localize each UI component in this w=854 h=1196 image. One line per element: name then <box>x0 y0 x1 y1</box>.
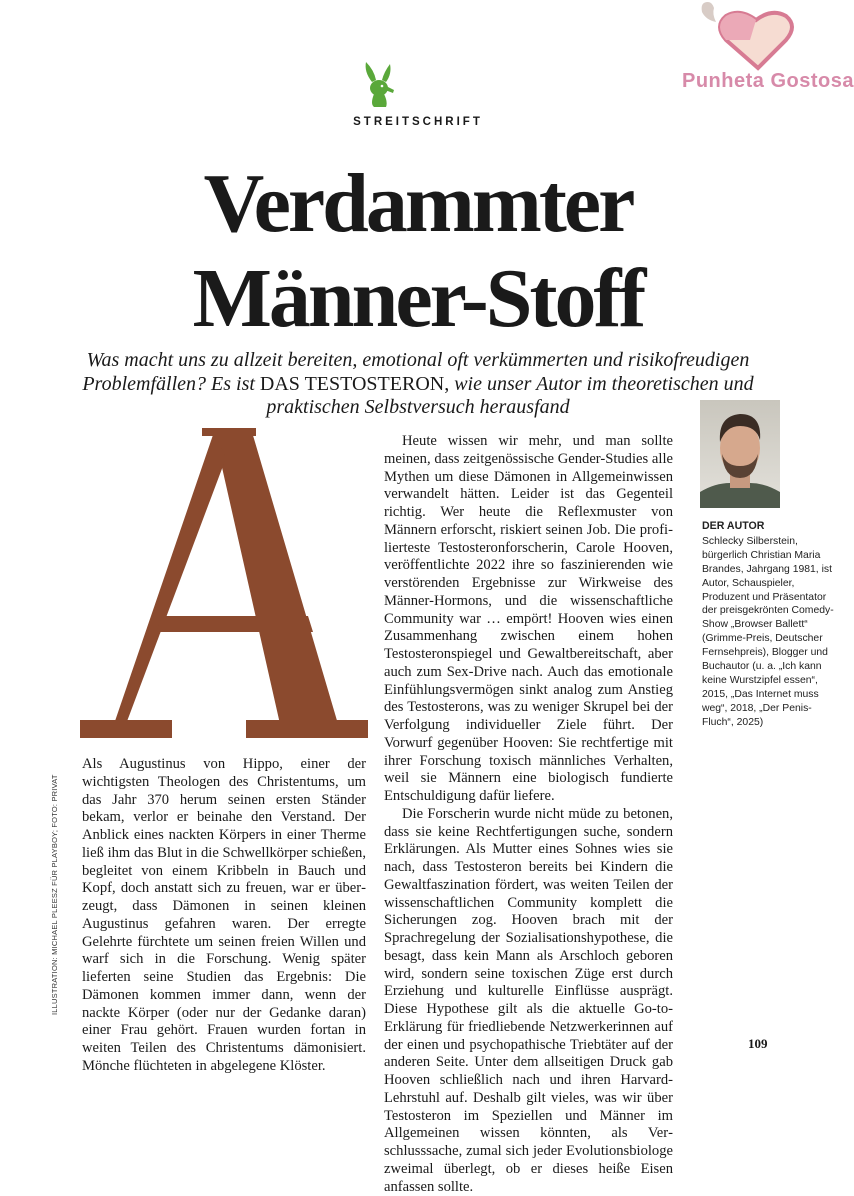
paragraph: Heute wissen wir mehr, und man sollte meinen, dass zeitgenössische Gender-Studies alle Mythen um diese Dämonen in Allgemeinwissen verwandelt hätten. Leider ist das Gegenteil richtig. Wer heute die Reflexmuster von Männern erforscht, riskiert seinen Job. Die profilierteste Testosteronforscherin, Carole Hooven, veröffentlichte 2022 ihre so faszinierenden wie verstörenden Ergebnisse zur Wirkweise des Männer-Hormons, und die wissenschaftliche Community war … empört! Hooven wies einen Zusammenhang zwischen einem hohen Testosteronspiegel und Gewaltbereitschaft, aber auch zum Sex-Drive nach. Auch das emotionale Einfühlungsvermögen sinkt analog zum Anstieg des Testosterons, was zu weniger Skrupel bei der Verfolgung individueller Ziele führt. Der Vorwurf gegenüber Hooven: Sie rechtfertige mit ihrer Forschung toxisch männliches Verhalten, weil sie Männern eine biologisch fundierte Entschuldigung dafür liefere. <box>384 433 673 804</box>
body-column-left <box>82 756 366 1076</box>
paragraph: Als Augustinus von Hippo, einer der wichtigsten Theologen des Christentums, um das Jahr 370 herum seinen ersten Ständer bekam, verlor er beinahe den Verstand. Der Anblick eines nackten Körpers in einer Therme ließ ihm das Blut in die Schwellkörper schießen, begleitet von einem Kribbeln in Bauch und Kopf, doch anstatt sich zu freuen, war er überzeugt, dass Dämonen in seinen kleinen Augustinus gefahren waren. Der erregte Gelehrte fürchtete um seinen freien Willen und warf sich in die Forschung. Wenig später lieferten seine Studien das Ergebnis: Die Dämonen kommen immer dann, wenn der nackte Körper (oder nur der Gedanke daran) einer Frau gehört. Frauen wurden fortan in weiten Teilen des Christentums dämonisiert. Mönche flüchteten in abgelegene Klöster. <box>82 756 366 1074</box>
page-number: 109 <box>748 1036 768 1051</box>
dek-caps: DAS TESTOSTERON, <box>259 372 450 395</box>
author-photo <box>700 400 780 508</box>
author-heading: DER AUTOR <box>702 520 765 532</box>
drop-cap-illustration <box>74 428 374 740</box>
section-kicker: STREITSCHRIFT <box>353 116 483 128</box>
body-column-right <box>384 433 673 1196</box>
dek-text-2: wie unser Autor im theoretischen und praktischen Selbstversuch herausfand <box>266 372 754 418</box>
dek-text-1: Was macht uns zu allzeit bereiten, emotional oft verkümmerten und risikofreudigen Problemfällen? Es ist <box>82 349 750 395</box>
author-box <box>702 520 836 730</box>
photo-credit: ILLUSTRATION: MICHAEL PLEESZ FÜR PLAYBOY; FOTO: PRIVAT <box>50 774 59 1015</box>
paragraph: Die Forscherin wurde nicht müde zu betonen, dass sie keine Rechtfertigungen suche, sondern Erklärungen. Als Mutter eines Sohnes wies sie nach, dass Testosteron bereits bei Kindern die Gewaltfaszination fördert, was weiten Teilen der wissenschaftlichen Community komplett die Sicherungen zog. Hooven brach mit der Sprachregelung der Sozialisationshypothese, die besagt, dass kein Mann als Arschloch geboren wird, sondern seine toxischen Züge erst durch Erziehung und kulturelle Einflüsse ausprägt. Diese Hypothese gilt als die aktuelle Go-to-Erklärung für friedliebende Netzwerkerinnen auf der einen und psychopathische Triebtäter auf der anderen Seite. Unter dem allseitigen Druck gab Hooven schließlich nach und ihren Harvard-Lehrstuhl auf. Deshalb gilt vieles, was wir über Testosteron im Speziellen und Männer im Allgemeinen wissen könnten, als Verschlusssache, zumal sich jeder Evolutionsbiologe zweimal überlegt, ob er dieses heiße Eisen anfassen sollte. <box>384 805 673 1195</box>
subheadline <box>80 349 756 420</box>
watermark-text: Punheta Gostosa <box>682 70 854 92</box>
headline-line-1: Verdammter <box>203 157 633 250</box>
author-bio: Schlecky Silberstein, bürgerlich Christian Maria Brandes, Jahrgang 1981, ist Autor, Schauspieler, Produzent und Präsentator der preisgekrönten Comedy-Show „Browser Ballett“ (Grimme-Preis, Deutscher Fernsehpreis), Blogger und Buchautor (u. a. „Ich kann keine Wurstzipfel essen“, 2015, „Das Internet muss weg“, 2018, „Der Penis-Fluch“, 2025) <box>702 535 834 728</box>
author-portrait-icon <box>700 400 780 508</box>
bunny-icon <box>360 60 396 108</box>
headline <box>0 156 836 346</box>
headline-line-2: Männer-Stoff <box>192 252 644 345</box>
drop-cap-letter-a-shape <box>80 428 368 738</box>
